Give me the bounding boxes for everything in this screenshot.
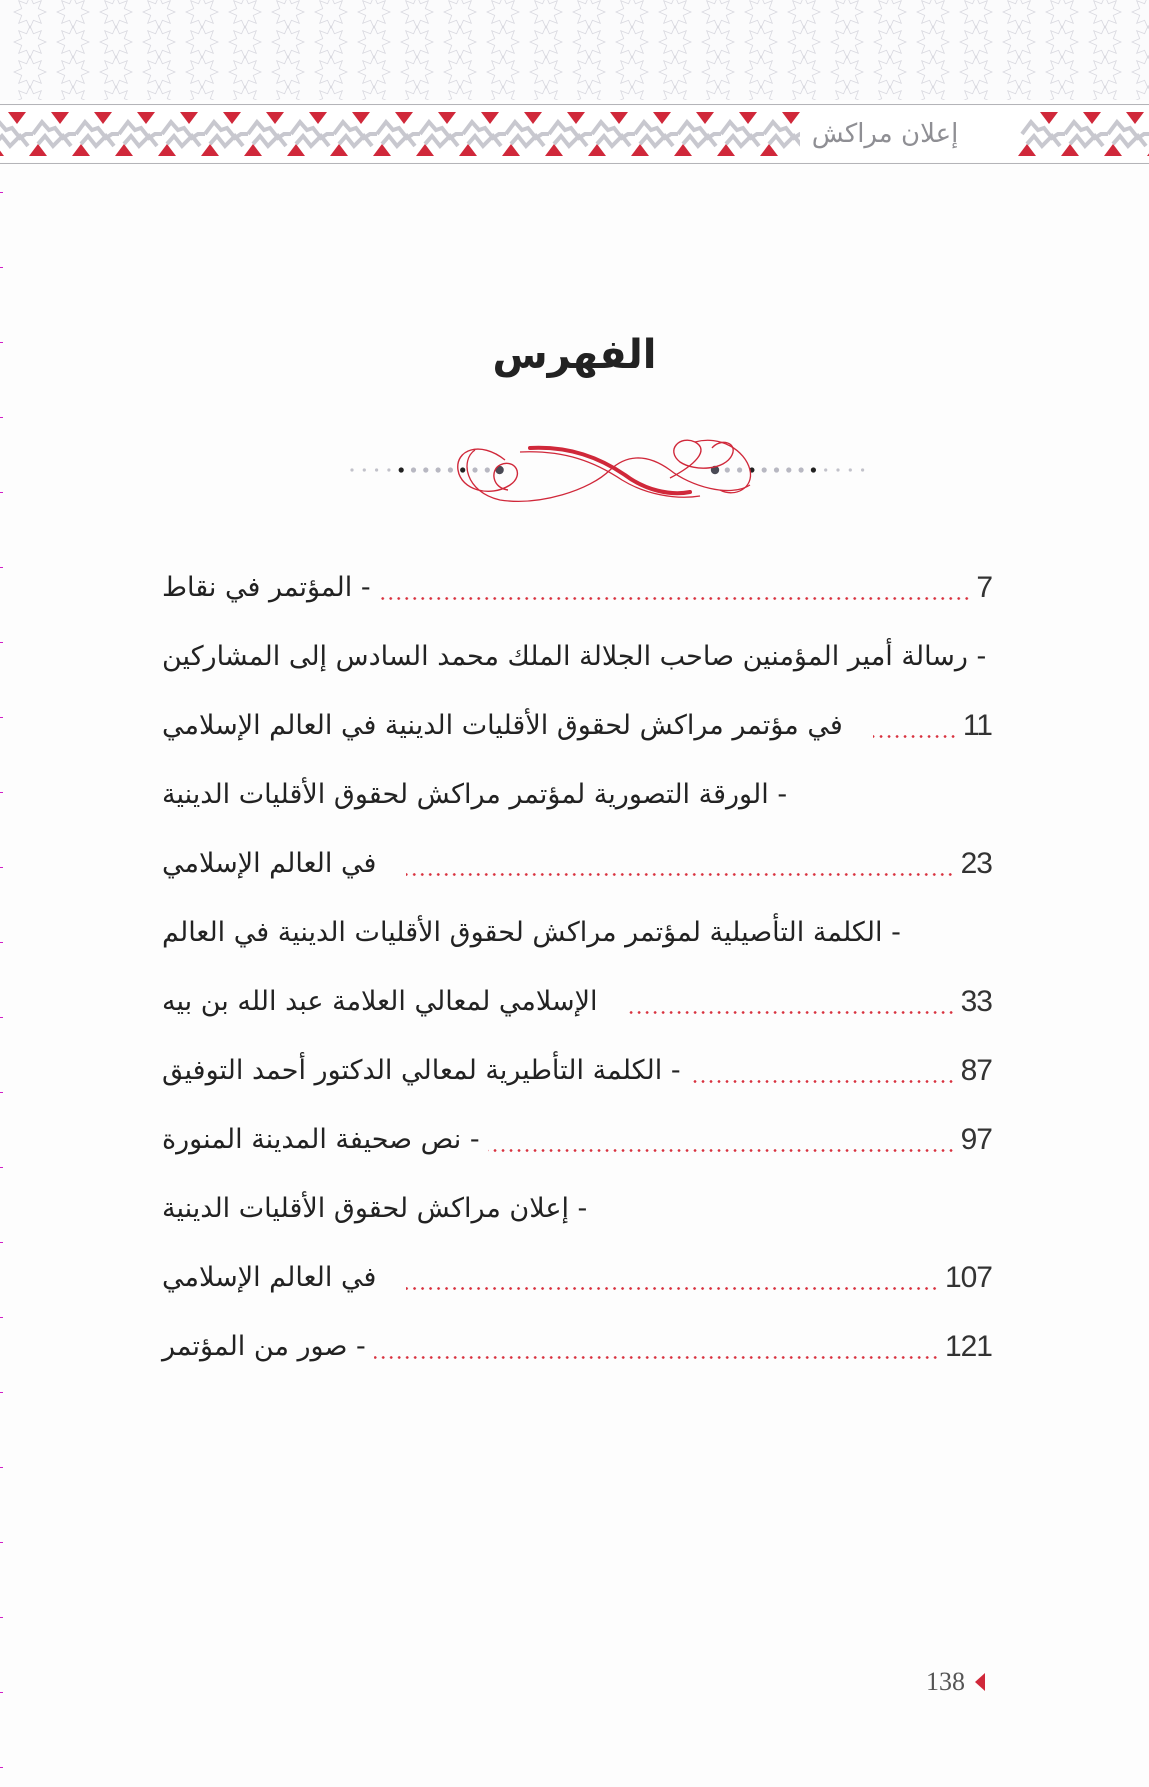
running-head-title: إعلان مراكش bbox=[800, 106, 970, 162]
toc-entry-title: - نص صحيفة المدينة المنورة bbox=[162, 1124, 480, 1155]
toc-entry-title: في مؤتمر مراكش لحقوق الأقليات الدينية في العالم الإسلامي bbox=[162, 710, 843, 741]
toc-page-number: 121 bbox=[944, 1330, 992, 1363]
toc-page-number: 87 bbox=[960, 1054, 992, 1087]
toc-entry-line bbox=[162, 770, 992, 820]
dot-leader bbox=[379, 597, 971, 600]
toc-entry-title: - المؤتمر في نقاط bbox=[162, 572, 371, 603]
dot-leader bbox=[406, 1287, 939, 1290]
toc-page-number: 33 bbox=[960, 985, 992, 1018]
page-number: 138 bbox=[926, 1667, 965, 1696]
toc-entry[interactable] bbox=[162, 1046, 992, 1096]
toc-entry-line bbox=[162, 908, 992, 958]
dot-leader bbox=[406, 873, 954, 876]
toc-page-number: 7 bbox=[976, 571, 992, 604]
toc-entry-title: - الكلمة التأصيلية لمؤتمر مراكش لحقوق الأقليات الدينية في العالم bbox=[162, 917, 901, 948]
toc-entry-title: في العالم الإسلامي bbox=[162, 848, 377, 879]
toc-page-number: 23 bbox=[960, 847, 992, 880]
toc-page-number: 11 bbox=[962, 709, 992, 742]
toc-entry[interactable] bbox=[162, 1253, 992, 1303]
page-title: الفهرس bbox=[492, 332, 657, 378]
dot-leader bbox=[488, 1149, 955, 1152]
toc-entry[interactable] bbox=[162, 1322, 992, 1372]
toc-entry[interactable] bbox=[162, 563, 992, 613]
toc-entry-title: - صور من المؤتمر bbox=[162, 1331, 366, 1362]
toc-page-number: 97 bbox=[960, 1123, 992, 1156]
toc-entry-title: في العالم الإسلامي bbox=[162, 1262, 377, 1293]
toc-page-number: 107 bbox=[944, 1261, 992, 1294]
left-triangle-icon bbox=[975, 1673, 985, 1691]
toc-entry-title: - رسالة أمير المؤمنين صاحب الجلالة الملك محمد السادس إلى المشاركين bbox=[162, 641, 987, 672]
toc-entry-title: - إعلان مراكش لحقوق الأقليات الدينية bbox=[162, 1193, 588, 1224]
toc-entry[interactable] bbox=[162, 839, 992, 889]
toc-entry-title: - الورقة التصورية لمؤتمر مراكش لحقوق الأقليات الدينية bbox=[162, 779, 788, 810]
dot-leader bbox=[374, 1356, 939, 1359]
page-number-footer bbox=[926, 1667, 985, 1697]
toc-entry-title: الإسلامي لمعالي العلامة عبد الله بن بيه bbox=[162, 986, 598, 1017]
toc-entry[interactable] bbox=[162, 701, 992, 751]
toc-entry[interactable] bbox=[162, 1115, 992, 1165]
toc-entry-line bbox=[162, 1184, 992, 1234]
toc-entry[interactable] bbox=[162, 977, 992, 1027]
toc-entry-line bbox=[162, 632, 992, 682]
dot-leader bbox=[628, 1011, 955, 1014]
toc-entry-title: - الكلمة التأطيرية لمعالي الدكتور أحمد التوفيق bbox=[162, 1055, 681, 1086]
dot-leader bbox=[689, 1080, 955, 1083]
dot-leader bbox=[873, 735, 957, 738]
